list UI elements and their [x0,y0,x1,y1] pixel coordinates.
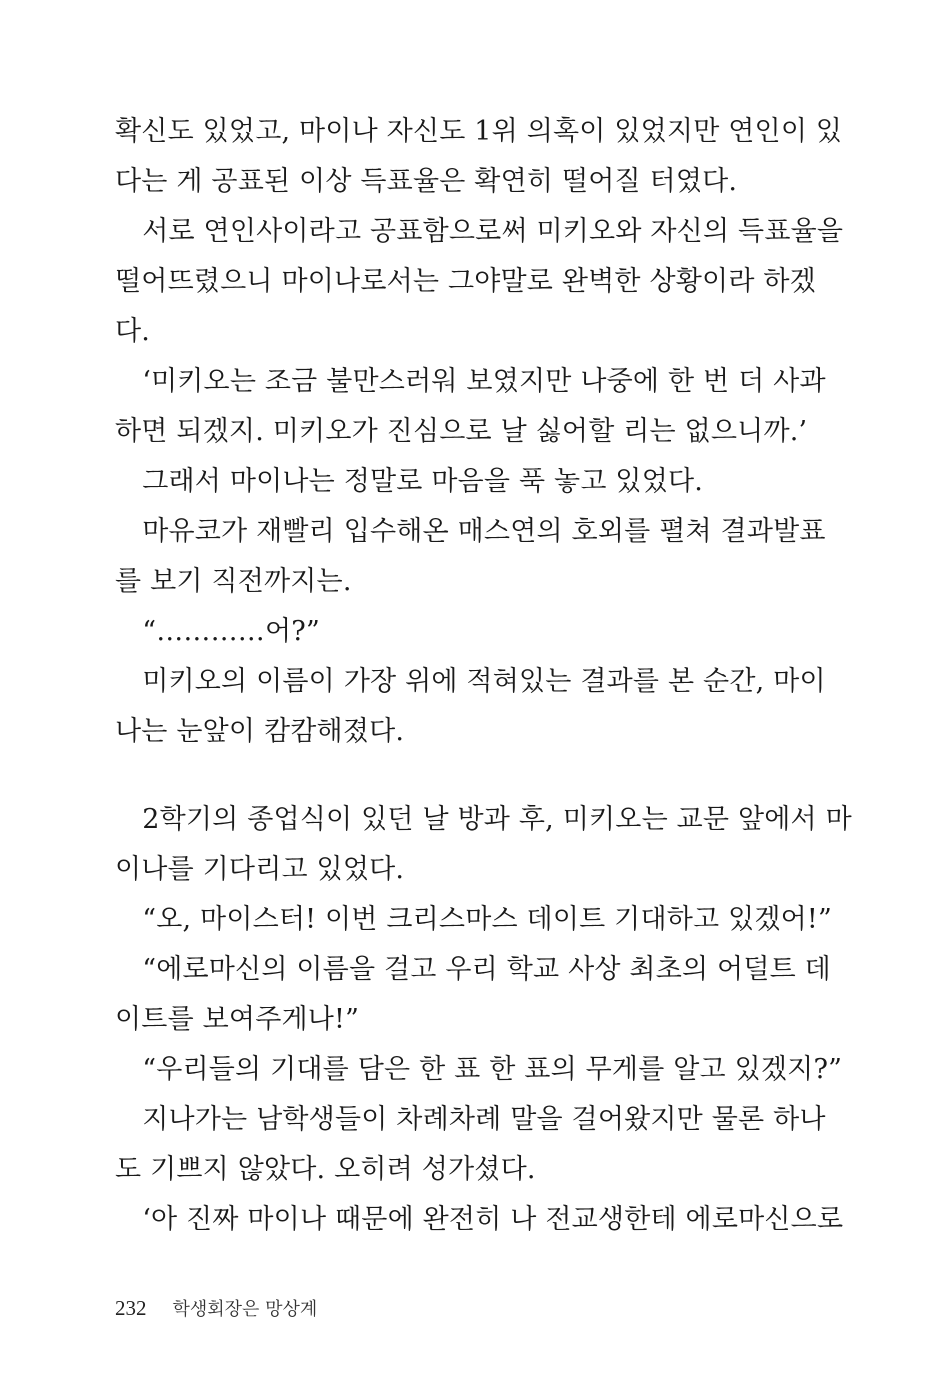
text-line: 2학기의 종업식이 있던 날 방과 후, 미키오는 교문 앞에서 마 [115,804,852,835]
text-line: 이나를 기다리고 있었다. [115,854,405,885]
text-line: 확신도 있었고, 마이나 자신도 1위 의혹이 있었지만 연인이 있 [115,116,843,147]
text-line: ‘미키오는 조금 불만스러워 보였지만 나중에 한 번 더 사과 [115,366,826,397]
text-line: 지나가는 남학생들이 차례차례 말을 걸어왔지만 물론 하나 [115,1104,826,1135]
text-line: 서로 연인사이라고 공표함으로써 미키오와 자신의 득표율을 [115,216,844,247]
text-line: “오, 마이스터! 이번 크리스마스 데이트 기대하고 있겠어!” [115,904,832,935]
text-line: “에로마신의 이름을 걸고 우리 학교 사상 최초의 어덜트 데 [115,954,831,985]
text-line: 이트를 보여주게나!” [115,1004,360,1035]
text-line: 도 기쁘지 않았다. 오히려 성가셨다. [115,1154,536,1185]
text-line: 하면 되겠지. 미키오가 진심으로 날 싫어할 리는 없으니까.’ [115,416,808,447]
text-line: 다는 게 공표된 이상 득표율은 확연히 떨어질 터였다. [115,166,738,197]
text-line: 미키오의 이름이 가장 위에 적혀있는 결과를 본 순간, 마이 [115,666,826,697]
text-line: 다. [115,316,151,347]
book-title: 학생회장은 망상계 [172,1299,318,1320]
text-line: 그래서 마이나는 정말로 마음을 푹 놓고 있었다. [115,466,704,497]
text-line: 마유코가 재빨리 입수해온 매스연의 호외를 펼쳐 결과발표 [115,516,826,547]
page-number: 232 [115,1295,147,1320]
text-line: 떨어뜨렸으니 마이나로서는 그야말로 완벽한 상황이라 하겠 [115,266,816,297]
text-line: 나는 눈앞이 캄캄해졌다. [115,716,405,747]
text-line: “…………어?” [115,616,320,647]
text-line: ‘아 진짜 마이나 때문에 완전히 나 전교생한테 에로마신으로 [115,1204,844,1235]
text-line: “우리들의 기대를 담은 한 표 한 표의 무게를 알고 있겠지?” [115,1054,843,1085]
text-line: 를 보기 직전까지는. [115,566,352,597]
page-footer [115,1290,317,1326]
